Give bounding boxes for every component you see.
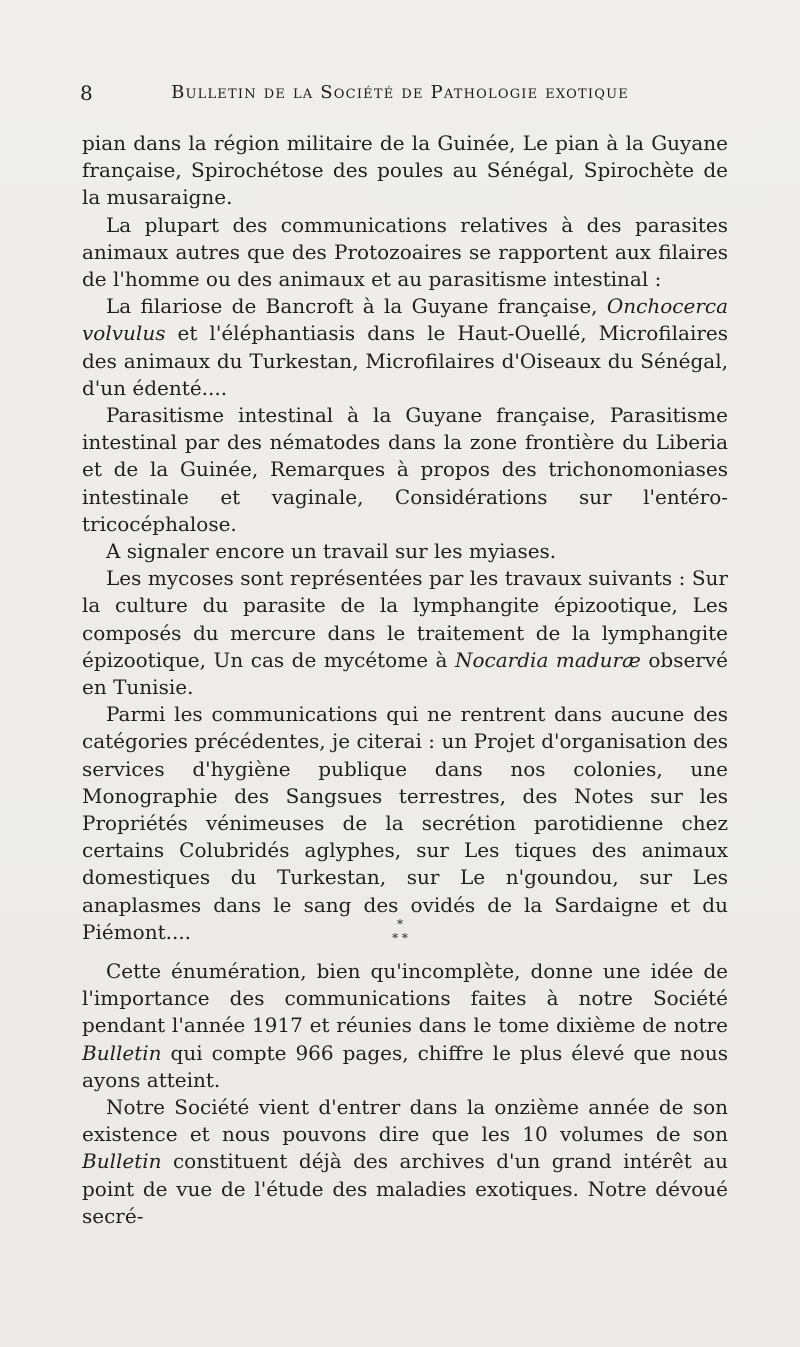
paragraph-text: observé en Tunisie. — [82, 647, 728, 700]
paragraph-text: Notre Société vient d'entrer dans la onzième année de son existence et nous pouvons dire que les 10 volumes de son — [82, 1095, 728, 1147]
body-paragraph — [82, 130, 728, 212]
page-header — [0, 80, 800, 110]
section-ornament — [0, 918, 800, 946]
paragraph-text: Cette énumération, bien qu'incomplète, donne une idée de l'importance des communications faites à notre Société pendant l'année 1917 et réunies dans le tome dixième de notre — [82, 959, 728, 1038]
paragraph-text: pian dans la région militaire de la Guinée, Le pian à la Guyane française, Spirochétose des poules au Sénégal, Spirochète de la musaraigne. — [82, 131, 728, 210]
italic-term: Bulletin — [82, 1040, 162, 1065]
paragraph-text: qui compte 966 pages, chiffre le plus élevé que nous ayons atteint. — [82, 1040, 728, 1092]
paragraph-text: Parasitisme intestinal à la Guyane française, Parasitisme intestinal par des nématodes dans la zone frontière du Liberia et de la Guinée, Remarques à propos des trichonomoniases intestinale et vaginale, Considérations sur l'entéro-tricocéphalose. — [82, 403, 728, 536]
ornament-top-star: * — [397, 917, 403, 931]
body-paragraph — [82, 701, 728, 946]
paragraph-text: La plupart des communications relatives à des parasites animaux autres que des Protozoaires se rapportent aux filaires de l'homme ou des animaux et au parasitisme intestinal : — [82, 212, 728, 292]
lower-paragraph — [82, 958, 728, 1094]
body-paragraph — [82, 538, 728, 565]
lower-body-text — [82, 958, 728, 1230]
body-paragraph — [82, 402, 728, 538]
body-paragraph — [82, 293, 728, 402]
paragraph-text: La filariose de Bancroft à la Guyane française, — [106, 294, 607, 319]
italic-term: Nocardia maduræ — [455, 647, 641, 672]
paragraph-text: constituent déjà des archives d'un grand intérêt au point de vue de l'étude des maladies exotiques. Notre dévoué secré- — [82, 1149, 728, 1228]
running-title: Bulletin de la Société de Pathologie exotique — [171, 82, 629, 103]
lower-paragraph — [82, 1094, 728, 1230]
page-number: 8 — [80, 81, 93, 105]
body-paragraph — [82, 565, 728, 701]
italic-term: Onchocerca volvulus — [82, 294, 728, 346]
paragraph-text: Parmi les communications qui ne rentrent dans aucune des catégories précédentes, je citerai : un Projet d'organisation des services d'hygiène publique dans nos colonies, une Monographie des Sangsues terrestres, des Notes sur les Propriétés vénimeuses de la secrétion parotidienne chez certains Colubridés aglyphes, sur Les tiques des animaux domestiques du Turkestan, sur Le n'goundou, sur Les anaplasmes dans le sang des ovidés de la Sardaigne et du Piémont.... — [82, 702, 728, 944]
paragraph-text: A signaler encore un travail sur les myiases. — [106, 539, 557, 564]
paragraph-text: Les mycoses sont représentées par les travaux suivants : Sur la culture du parasite de la lymphangite épizootique, Les composés du mercure dans le traitement de la lymphangite épizootique, Un cas de mycétome à — [82, 566, 728, 672]
body-text — [82, 130, 728, 946]
body-paragraph — [82, 212, 728, 294]
ornament-bottom-stars: * * — [392, 931, 408, 945]
paragraph-text: et l'éléphantiasis dans le Haut-Ouellé, Microfilaires des animaux du Turkestan, Microfilaires d'Oiseaux du Sénégal, d'un édenté.... — [82, 321, 728, 400]
italic-term: Bulletin — [82, 1149, 162, 1174]
